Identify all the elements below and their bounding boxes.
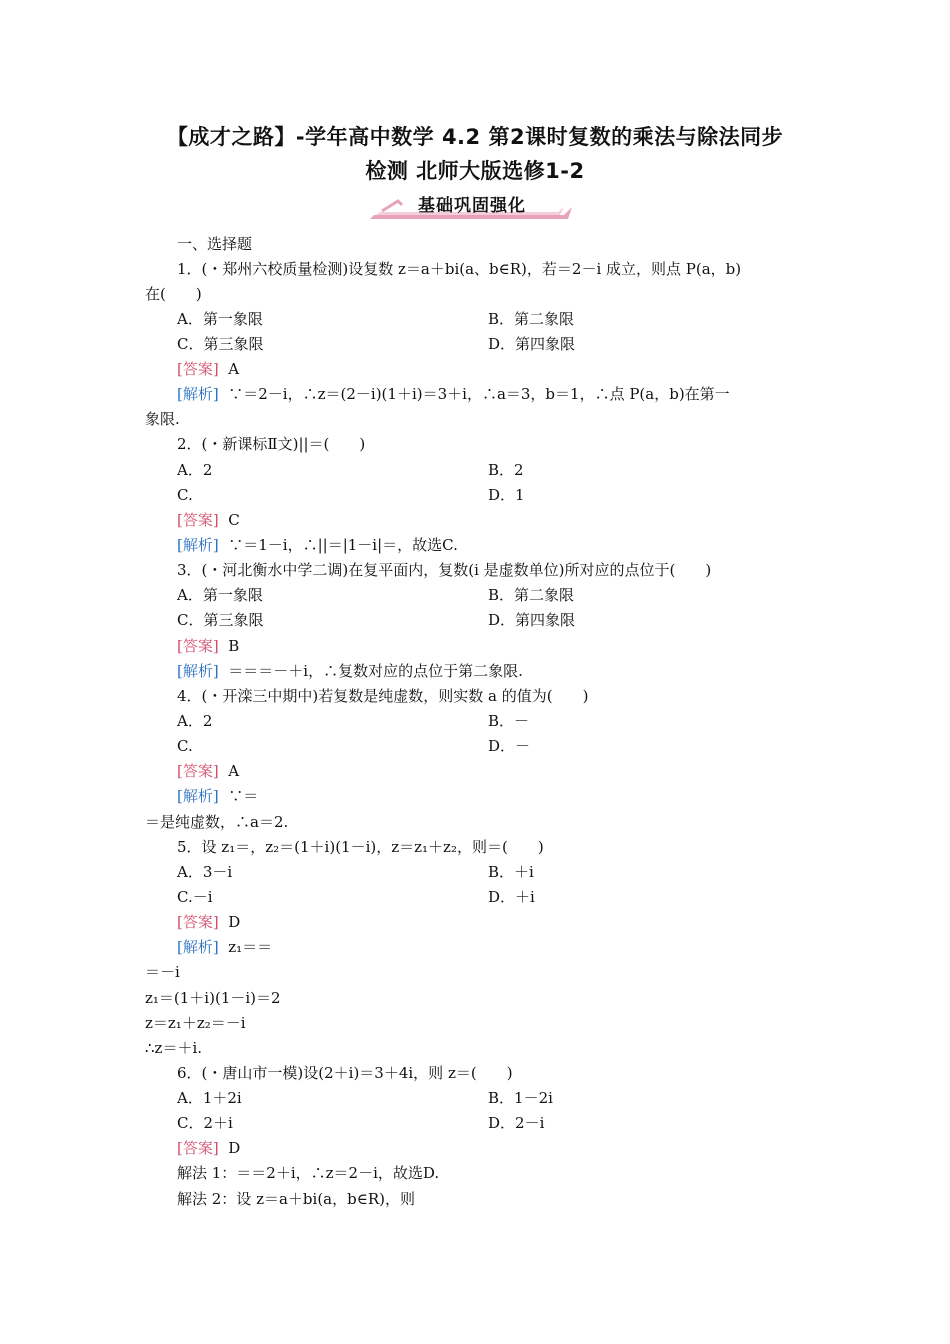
analysis-tag: [解析] <box>177 385 219 403</box>
answer-tag: [答案] <box>177 360 219 378</box>
q4-answer: A <box>228 762 240 780</box>
q3-option-a: A．第一象限 <box>177 586 263 604</box>
q6-answer-row <box>177 1138 240 1158</box>
q5-stem: 5．设 z₁＝，z₂＝(1＋i)(1－i)，z＝z₁＋z₂，则＝( ) <box>177 838 544 856</box>
section-banner <box>368 193 576 219</box>
q4-analysis: ∵＝ <box>228 787 259 805</box>
q5-answer-row <box>177 912 240 932</box>
q3-analysis: ＝＝＝－＋i，∴复数对应的点位于第二象限. <box>228 662 523 680</box>
q5-analysis-line-5: ∴z＝＋i. <box>145 1039 203 1057</box>
q3-answer: B <box>228 637 240 655</box>
q6-method-2: 解法 2：设 z＝a＋bi(a，b∈R)，则 <box>177 1190 415 1208</box>
q1-option-d: D．第四象限 <box>488 335 576 353</box>
q5-option-a: A．3－i <box>177 863 233 881</box>
answer-tag: [答案] <box>177 1139 219 1157</box>
q1-option-c: C．第三象限 <box>177 335 264 353</box>
q6-stem: 6．(・唐山市一模)设(2＋i)＝3＋4i，则 z＝( ) <box>177 1064 513 1082</box>
q2-answer-row <box>177 510 240 530</box>
document-title-line-1: 【成才之路】-学年高中数学 4.2 第2课时复数的乘法与除法同步 <box>166 125 784 149</box>
q5-analysis-line-4: z＝z₁＋z₂＝－i <box>145 1014 246 1032</box>
q4-option-c: C. <box>177 737 193 755</box>
q6-answer: D <box>228 1139 241 1157</box>
q6-option-c: C．2＋i <box>177 1114 233 1132</box>
q4-analysis-cont: ＝是纯虚数，∴a＝2. <box>145 813 289 831</box>
q4-option-a: A．2 <box>177 712 213 730</box>
q1-analysis-cont: 象限. <box>145 410 180 428</box>
section-heading: 一、选择题 <box>177 235 253 253</box>
q4-answer-row <box>177 761 239 781</box>
q6-option-b: B．1－2i <box>488 1089 553 1107</box>
q2-stem: 2．(・新课标Ⅱ文)||＝( ) <box>177 435 366 453</box>
q5-analysis-row <box>177 937 272 957</box>
q2-analysis: ∵＝1－i，∴||＝|1－i|＝，故选C. <box>228 536 458 554</box>
answer-tag: [答案] <box>177 913 219 931</box>
q5-analysis-line-3: z₁＝(1＋i)(1－i)＝2 <box>145 989 281 1007</box>
analysis-tag: [解析] <box>177 536 219 554</box>
q6-option-d: D．2－i <box>488 1114 545 1132</box>
q4-analysis-row <box>177 786 258 806</box>
q2-option-b: B．2 <box>488 461 524 479</box>
q6-option-a: A．1＋2i <box>177 1089 242 1107</box>
q5-option-d: D．＋i <box>488 888 535 906</box>
q5-option-c: C.－i <box>177 888 213 906</box>
q3-option-c: C．第三象限 <box>177 611 264 629</box>
q2-answer: C <box>228 511 240 529</box>
q3-stem: 3．(・河北衡水中学二调)在复平面内，复数(i 是虚数单位)所对应的点位于( ) <box>177 561 712 579</box>
answer-tag: [答案] <box>177 637 219 655</box>
q2-analysis-row <box>177 535 458 555</box>
analysis-tag: [解析] <box>177 787 219 805</box>
answer-tag: [答案] <box>177 511 219 529</box>
q3-analysis-row <box>177 661 523 681</box>
q2-option-a: A．2 <box>177 461 213 479</box>
q1-answer-row <box>177 359 239 379</box>
q4-option-d: D．－ <box>488 737 531 755</box>
q1-option-a: A．第一象限 <box>177 310 263 328</box>
q3-option-b: B．第二象限 <box>488 586 575 604</box>
q5-analysis-line-2: ＝－i <box>145 963 180 981</box>
q1-stem-cont: 在( ) <box>145 285 202 303</box>
q3-option-d: D．第四象限 <box>488 611 576 629</box>
analysis-tag: [解析] <box>177 938 219 956</box>
analysis-tag: [解析] <box>177 662 219 680</box>
q2-option-d: D．1 <box>488 486 525 504</box>
answer-tag: [答案] <box>177 762 219 780</box>
q2-option-c: C. <box>177 486 193 504</box>
q5-option-b: B．＋i <box>488 863 534 881</box>
q1-answer: A <box>228 360 240 378</box>
q1-analysis-row <box>177 384 730 404</box>
q5-analysis: z₁＝＝ <box>228 938 273 956</box>
q4-stem: 4．(・开滦三中期中)若复数是纯虚数，则实数 a 的值为( ) <box>177 687 589 705</box>
q5-answer: D <box>228 913 241 931</box>
q6-method-1: 解法 1：＝＝2＋i，∴z＝2－i，故选D. <box>177 1164 440 1182</box>
document-title-line-2: 检测 北师大版选修1-2 <box>365 159 585 183</box>
q1-option-b: B．第二象限 <box>488 310 575 328</box>
banner-label: 基础巩固强化 <box>418 196 526 216</box>
q1-analysis: ∵＝2－i，∴z＝(2－i)(1＋i)＝3＋i，∴a＝3，b＝1，∴点 P(a，b)在第一 <box>228 385 730 403</box>
q4-option-b: B．－ <box>488 712 530 730</box>
q1-stem: 1．(・郑州六校质量检测)设复数 z＝a＋bi(a、b∈R)，若＝2－i 成立，则点 P(a，b) <box>177 260 742 278</box>
q3-answer-row <box>177 636 239 656</box>
